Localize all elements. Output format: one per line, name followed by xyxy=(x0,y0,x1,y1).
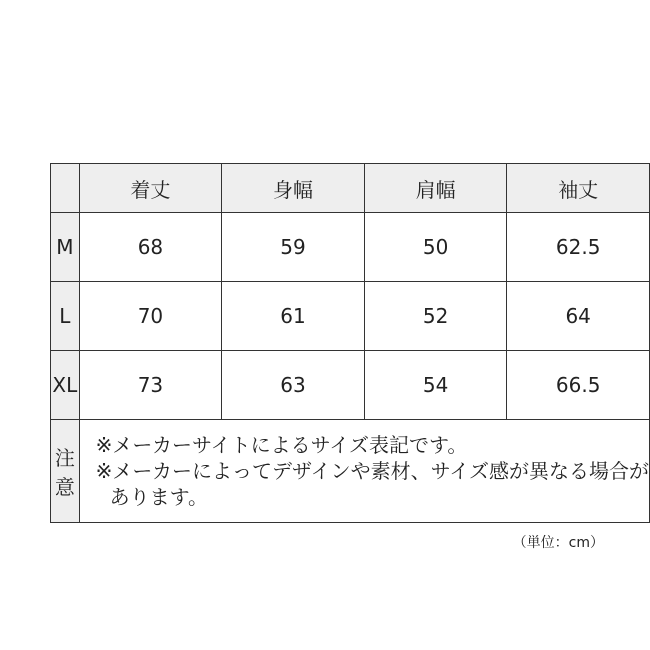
table-cell: 73 xyxy=(79,351,222,420)
header-row xyxy=(51,164,650,213)
table-row xyxy=(51,213,650,282)
size-label: XL xyxy=(51,351,80,420)
table-cell: 61 xyxy=(222,282,365,351)
table-cell: 50 xyxy=(364,213,507,282)
header-sleeve-length: 袖丈 xyxy=(507,164,650,213)
table-row xyxy=(51,282,650,351)
unit-label: （単位：cm） xyxy=(512,535,604,551)
notes-label: 注意 xyxy=(51,420,80,523)
notes-row xyxy=(51,420,650,523)
table-cell: 52 xyxy=(364,282,507,351)
table-row xyxy=(51,351,650,420)
table-cell: 63 xyxy=(222,351,365,420)
header-shoulder-width: 肩幅 xyxy=(364,164,507,213)
table-cell: 66.5 xyxy=(507,351,650,420)
table-cell: 54 xyxy=(364,351,507,420)
table-cell: 64 xyxy=(507,282,650,351)
note-line: ※メーカーによってデザインや素材、サイズ感が異なる場合が xyxy=(95,459,649,483)
header-length: 着丈 xyxy=(79,164,222,213)
corner-cell xyxy=(51,164,80,213)
header-body-width: 身幅 xyxy=(222,164,365,213)
table-cell: 68 xyxy=(79,213,222,282)
size-table xyxy=(50,163,650,523)
size-label: L xyxy=(51,282,80,351)
table-cell: 70 xyxy=(79,282,222,351)
notes-cell xyxy=(79,420,649,523)
note-line: ※メーカーサイトによるサイズ表記です。 xyxy=(95,433,468,457)
table-cell: 62.5 xyxy=(507,213,650,282)
note-line: あります。 xyxy=(109,485,209,509)
size-label: M xyxy=(51,213,80,282)
table-cell: 59 xyxy=(222,213,365,282)
